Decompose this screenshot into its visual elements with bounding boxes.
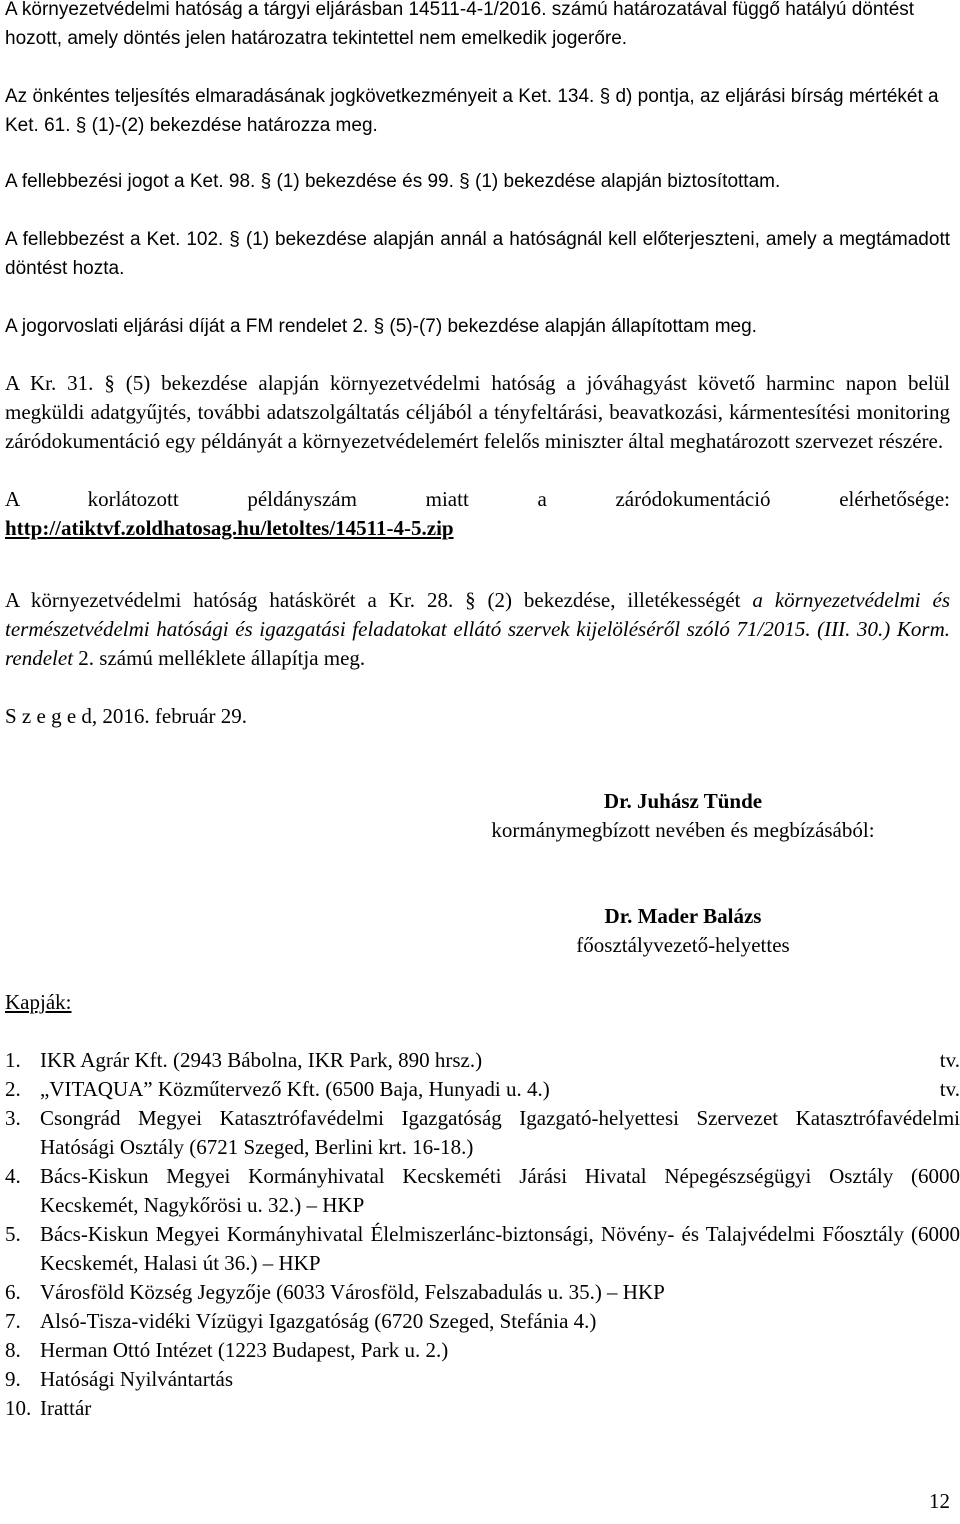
paragraph-appeal-submission: A fellebbezést a Ket. 102. § (1) bekezdése alapján annál a hatóságnál kell előterjeszteni, amely a megtámadott döntést hozta. (5, 229, 950, 279)
list-item: 9. Hatósági Nyilvántartás (5, 1367, 234, 1391)
list-item: 6. Városföld Község Jegyzője (6033 Városföld, Felszabadulás u. 35.) – HKP (5, 1280, 665, 1304)
paragraph-availability: A korlátozott példányszám miatt a záródokumentáció elérhetősége: (5, 487, 950, 511)
signature-block-governor (443, 787, 923, 845)
paragraph-competence (5, 586, 950, 673)
paragraph-decision-status: A környezetvédelmi hatóság a tárgyi eljárásban 14511-4-1/2016. számú határozatával függő hatályú döntést hozott, amely döntés jelen határozatra tekintettel nem emelkedik jogerőre. (5, 0, 915, 49)
list-item: 3. Csongrád Megyei Katasztrófavédelmi Igazgatóság Igazgató-helyettesi Szervezet Katasztrófavédelmi Hatósági Osztály (6721 Szeged, Berlini krt. 16-18.) (5, 1106, 960, 1159)
documentation-link[interactable]: http://atiktvf.zoldhatosag.hu/letoltes/14511-4-5.zip (5, 516, 454, 540)
competence-text-start: A környezetvédelmi hatóság hatáskörét a Kr. 28. § (2) bekezdése, illetékességét (5, 588, 753, 612)
signature-block-deputy (443, 902, 923, 960)
paragraph-appeal-right: A fellebbezési jogot a Ket. 98. § (1) bekezdése és 99. § (1) bekezdése alapján biztosítottam. (5, 171, 781, 192)
paragraph-documentation: A Kr. 31. § (5) bekezdése alapján környezetvédelmi hatóság a jóváhagyást követő harminc napon belül megküldi adatgyűjtés, további adatszolgáltatás céljából a tényfeltárási, beavatkozási, kármentesítési monitoring záródokumentáció egy példányát a környezetvédelemért felelős miniszter által meghatározott szervezet részére. (5, 371, 950, 453)
page-number: 12 (929, 1489, 950, 1513)
list-item: 10. Irattár (5, 1396, 92, 1420)
competence-text-end: 2. számú melléklete állapítja meg. (73, 646, 366, 670)
paragraph-enforcement: Az önkéntes teljesítés elmaradásának jogkövetkezményeit a Ket. 134. § d) pontja, az eljárási bírság mértékét a Ket. 61. § (1)-(2) bekezdése határozza meg. (5, 86, 939, 136)
paragraph-appeal-fee: A jogorvoslati eljárási díját a FM rendelet 2. § (5)-(7) bekezdése alapján állapítottam meg. (5, 316, 757, 337)
list-item: 2. „VITAQUA” Közműtervező Kft. (6500 Baja, Hunyadi u. 4.) tv. (5, 1077, 960, 1101)
recipients-list (5, 1046, 960, 1423)
signatory-role: főosztályvezető-helyettes (576, 933, 790, 957)
place-date: S z e g e d, 2016. február 29. (5, 704, 248, 728)
list-item: 4. Bács-Kiskun Megyei Kormányhivatal Kecskeméti Járási Hivatal Népegészségügyi Osztály (6000 Kecskemét, Nagykőrösi u. 32.) – HKP (5, 1164, 960, 1217)
signatory-name: Dr. Mader Balázs (604, 904, 762, 928)
recipients-heading: Kapják: (5, 990, 72, 1014)
signatory-name: Dr. Juhász Tünde (603, 789, 763, 813)
competence-regulation-title: a környezetvédelmi és természetvédelmi hatósági és igazgatási feladatokat ellátó szervek kijelöléséről szóló 71/2015. (III. 30.) Korm. rendelet (5, 588, 950, 670)
list-item: 8. Herman Ottó Intézet (1223 Budapest, Park u. 2.) (5, 1338, 449, 1362)
signatory-role: kormánymegbízott nevében és megbízásából: (491, 818, 875, 842)
list-item: 5. Bács-Kiskun Megyei Kormányhivatal Élelmiszerlánc-biztonsági, Növény- és Talajvédelmi Főosztály (6000 Kecskemét, Halasi út 36.) – HKP (5, 1222, 960, 1275)
list-item: 1. IKR Agrár Kft. (2943 Bábolna, IKR Park, 890 hrsz.) tv. (5, 1048, 960, 1072)
list-item: 7. Alsó-Tisza-vidéki Vízügyi Igazgatóság (6720 Szeged, Stefánia 4.) (5, 1309, 597, 1333)
